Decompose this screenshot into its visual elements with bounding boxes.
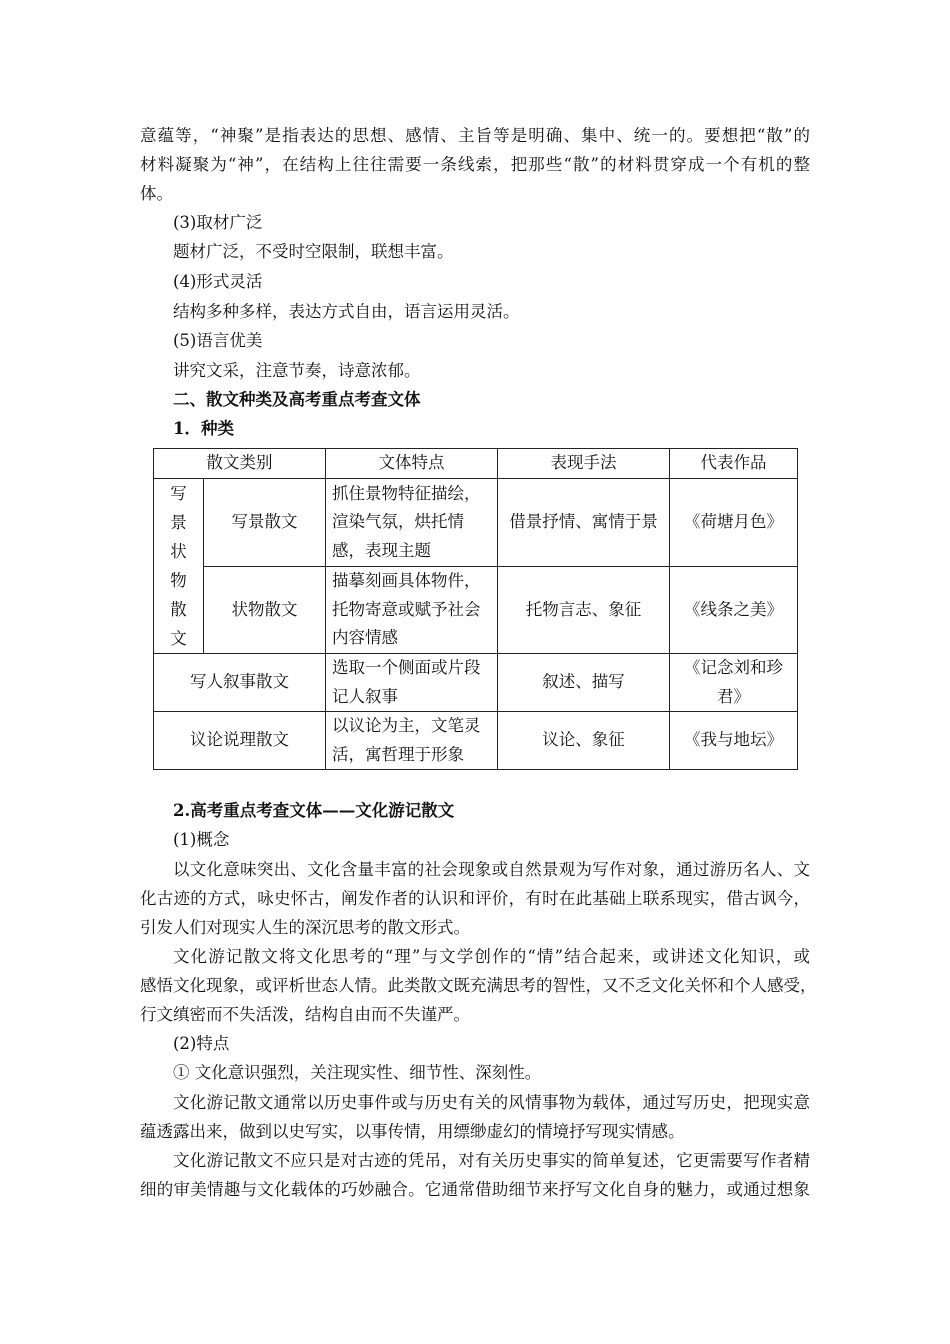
- work-line: 君》: [717, 686, 750, 706]
- paragraph-line: 引发人们对现实人生的深沉思考的散文形式。: [140, 918, 470, 937]
- type-cell: 写景散文: [204, 479, 326, 567]
- group-label-char: 写: [170, 484, 187, 503]
- feature-cell: [326, 479, 498, 567]
- paragraph-line: 蕴透露出来，做到以史写实，以事传情，用缥缈虚幻的情境抒写现实情感。: [140, 1122, 685, 1141]
- table-row: [154, 712, 798, 770]
- group-label-char: 物: [170, 571, 187, 590]
- list-item: ① 文化意识强烈，关注现实性、细节性、深刻性。: [173, 1063, 542, 1082]
- subsection-heading: 1．种类: [173, 419, 234, 438]
- paragraph-line: 感悟文化现象，或评析世态人情。此类散文既充满思考的智性，又不乏文化关怀和个人感受，: [140, 976, 817, 995]
- feature-line: 渲染气氛，烘托情: [332, 512, 464, 532]
- paragraph-line: 讲究文采，注意节奏，诗意浓郁。: [173, 361, 421, 380]
- table-row: [154, 567, 798, 654]
- work-cell: [670, 654, 798, 712]
- paragraph-line: 文化游记散文通常以历史事件或与历史有关的风情事物为载体，通过写历史，把现实意: [173, 1093, 810, 1112]
- type-cell: 状物散文: [204, 567, 326, 654]
- method-cell: 借景抒情、寓情于景: [498, 479, 670, 567]
- group-label-char: 散: [170, 600, 187, 619]
- section-heading: 二、散文种类及高考重点考查文体: [173, 390, 421, 409]
- method-cell: 托物言志、象征: [498, 567, 670, 654]
- paragraph-line: 细的审美情趣与文化载体的巧妙融合。它通常借助细节来抒写文化自身的魅力，或通过想象: [140, 1180, 810, 1199]
- paragraph-line: 材料凝聚为“神”，在结构上往往需要一条线索，把那些“散”的材料贯穿成一个有机的整: [140, 155, 810, 174]
- table-row: [154, 654, 798, 712]
- feature-line: 描摹刻画具体物件，: [332, 571, 481, 591]
- type-cell: 写人叙事散文: [154, 654, 326, 712]
- subheading-quxiao: (3)取材广泛: [173, 213, 263, 232]
- paragraph-line: 文化游记散文不应只是对古迹的凭吊，对有关历史事实的简单复述，它更需要写作者精: [173, 1151, 810, 1170]
- paragraph-line: 以文化意味突出、文化含量丰富的社会现象或自然景观为写作对象，通过游历名人、文: [173, 860, 810, 879]
- feature-line: 内容情感: [332, 628, 398, 648]
- feature-cell: [326, 654, 498, 712]
- paragraph-line: 文化游记散文将文化思考的“理”与文学创作的“情”结合起来，或讲述文化知识，或: [173, 947, 810, 966]
- subheading-xingshi: (4)形式灵活: [173, 272, 263, 291]
- feature-line: 以议论为主，文笔灵: [332, 716, 481, 735]
- header-cell: 表现手法: [498, 449, 670, 479]
- work-cell: 《荷塘月色》: [670, 479, 798, 567]
- table-row: [154, 479, 798, 567]
- group-label-char: 文: [170, 629, 187, 648]
- group-label-cell: [154, 479, 204, 654]
- header-cell: 文体特点: [326, 449, 498, 479]
- paragraph-line: 结构多种多样，表达方式自由，语言运用灵活。: [173, 302, 520, 321]
- paragraph-line: 行文缜密而不失活泼，结构自由而不失谨严。: [140, 1005, 470, 1024]
- subheading-tedian: (2)特点: [173, 1034, 230, 1053]
- feature-line: 活，寓哲理于形象: [332, 744, 464, 764]
- subsection-heading: 2.高考重点考查文体——文化游记散文: [173, 801, 455, 820]
- work-line: 《记念刘和珍: [684, 658, 783, 677]
- header-cell: 代表作品: [670, 449, 798, 479]
- table-header-row: [154, 449, 798, 479]
- subheading-yuyan: (5)语言优美: [173, 331, 263, 350]
- method-cell: 叙述、描写: [498, 654, 670, 712]
- work-cell: 《线条之美》: [670, 567, 798, 654]
- work-cell: 《我与地坛》: [670, 712, 798, 770]
- header-cell: 散文类别: [154, 449, 326, 479]
- paragraph-line: 化古迹的方式，咏史怀古，阐发作者的认识和评价，有时在此基础上联系现实，借古讽今，: [140, 889, 810, 908]
- feature-line: 记人叙事: [332, 686, 398, 706]
- feature-cell: [326, 712, 498, 770]
- paragraph-line: 体。: [140, 184, 173, 203]
- subheading-gainian: (1)概念: [173, 830, 230, 849]
- feature-line: 托物寄意或赋予社会: [332, 599, 481, 619]
- paragraph-line: 题材广泛，不受时空限制，联想丰富。: [173, 242, 454, 261]
- feature-line: 感，表现主题: [332, 540, 431, 560]
- group-label-char: 状: [170, 542, 187, 561]
- feature-line: 选取一个侧面或片段: [332, 658, 481, 677]
- method-cell: 议论、象征: [498, 712, 670, 770]
- group-label-char: 景: [170, 513, 187, 532]
- paragraph-line: 意蕴等，“神聚”是指表达的思想、感情、主旨等是明确、集中、统一的。要想把“散”的: [140, 126, 810, 145]
- feature-cell: [326, 567, 498, 654]
- type-cell: 议论说理散文: [154, 712, 326, 770]
- feature-line: 抓住景物特征描绘，: [332, 483, 481, 503]
- prose-category-table: [153, 448, 798, 770]
